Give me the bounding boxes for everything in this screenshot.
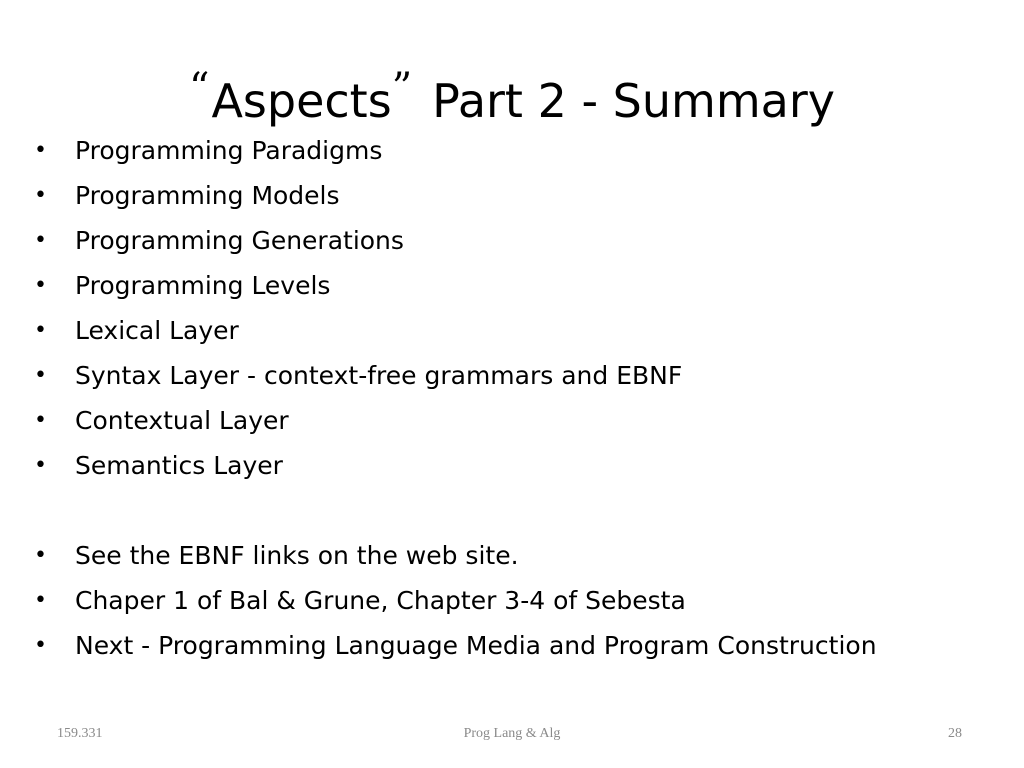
- title-rest: Part 2 - Summary: [432, 74, 835, 128]
- bullet-dot: •: [34, 543, 47, 568]
- bullet-text: Chaper 1 of Bal & Grune, Chapter 3-4 of Sebesta: [75, 586, 686, 615]
- bullet-item: [0, 578, 1024, 623]
- bullet-item: [0, 623, 1024, 668]
- bullet-text: Programming Models: [75, 181, 340, 210]
- bullet-text: Programming Levels: [75, 271, 331, 300]
- bullet-spacer: [0, 488, 1024, 533]
- bullet-item: [0, 533, 1024, 578]
- bullet-text: Semantics Layer: [75, 451, 283, 480]
- bullet-dot: •: [34, 228, 47, 253]
- bullet-dot: •: [34, 453, 47, 478]
- bullet-text: Programming Generations: [75, 226, 404, 255]
- title-open-quote: “: [189, 65, 210, 111]
- bullet-item: [0, 173, 1024, 218]
- bullet-text: Contextual Layer: [75, 406, 289, 435]
- bullet-list: [0, 128, 1024, 668]
- slide-title: [0, 50, 1024, 139]
- bullet-dot: •: [34, 363, 47, 388]
- bullet-text: Programming Paradigms: [75, 136, 383, 165]
- bullet-text: See the EBNF links on the web site.: [75, 541, 519, 570]
- bullet-text: Syntax Layer - context-free grammars and EBNF: [75, 361, 683, 390]
- bullet-item: [0, 128, 1024, 173]
- footer-course-code: 159.331: [57, 726, 103, 741]
- bullet-text: Lexical Layer: [75, 316, 239, 345]
- bullet-text: Next - Programming Language Media and Program Construction: [75, 631, 877, 660]
- footer-course-name: Prog Lang & Alg: [463, 726, 561, 741]
- title-close-quote: ”: [391, 65, 413, 111]
- bullet-dot: •: [34, 183, 47, 208]
- bullet-dot: •: [34, 633, 47, 658]
- bullet-item: [0, 353, 1024, 398]
- bullet-dot: •: [34, 588, 47, 613]
- bullet-item: [0, 398, 1024, 443]
- bullet-item: [0, 218, 1024, 263]
- bullet-item: [0, 443, 1024, 488]
- bullet-dot: •: [34, 138, 47, 163]
- bullet-dot: •: [34, 408, 47, 433]
- footer-page-number: 28: [948, 726, 962, 741]
- bullet-dot: •: [34, 318, 47, 343]
- title-quoted-word: Aspects: [211, 74, 392, 128]
- bullet-item: [0, 263, 1024, 308]
- bullet-item: [0, 308, 1024, 353]
- bullet-dot: •: [34, 273, 47, 298]
